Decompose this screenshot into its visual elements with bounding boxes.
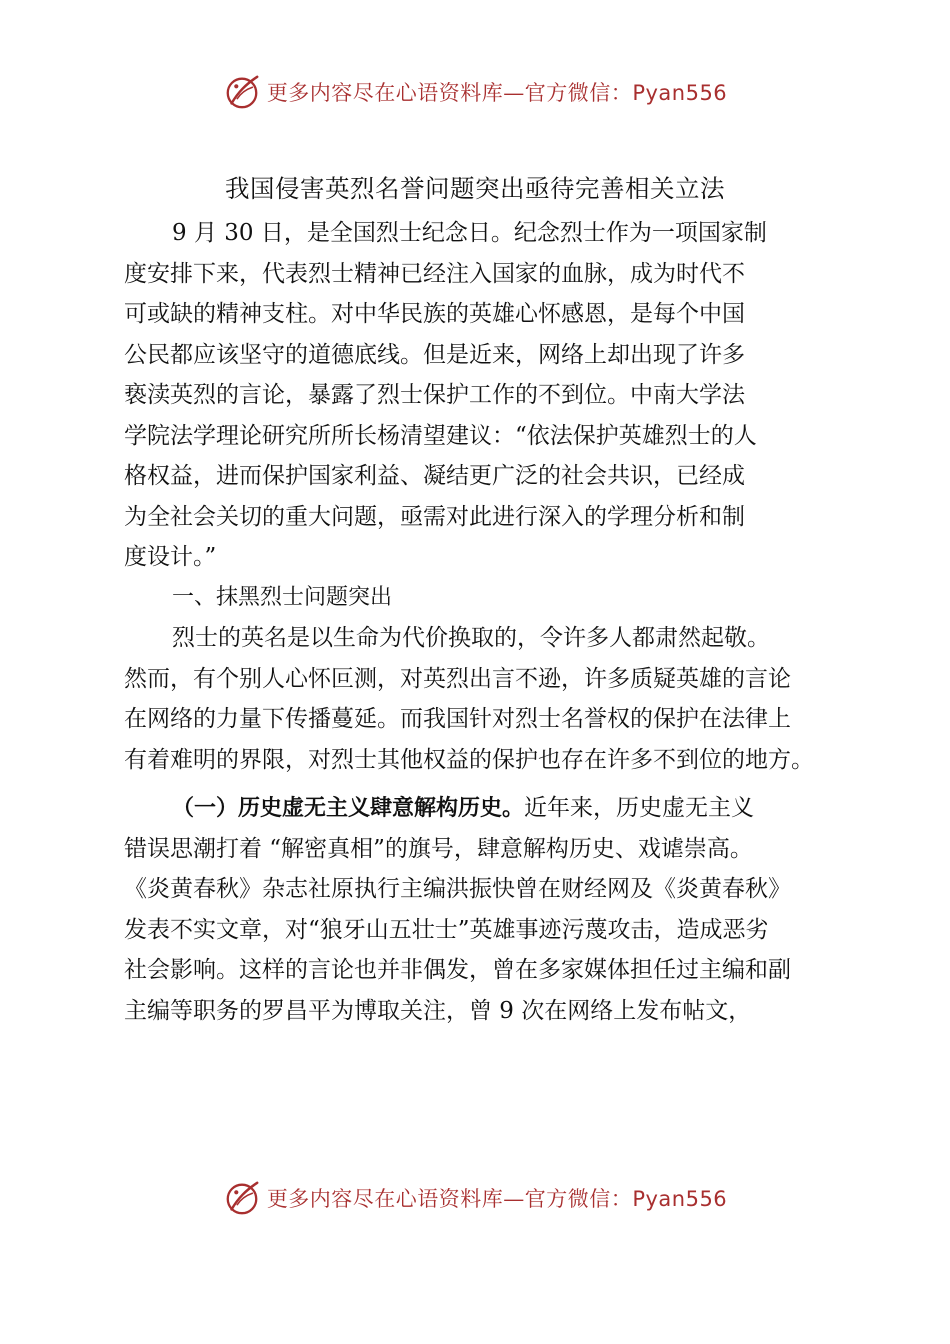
text-line: 可或缺的精神支柱。对中华民族的英雄心怀感恩，是每个中国: [124, 301, 745, 327]
banner-text: 更多内容尽在心语资料库—官方微信：Pyan556: [266, 1187, 728, 1211]
text-line: 烈士的英名是以生命为代价换取的，令许多人都肃然起敬。: [172, 625, 770, 651]
section-heading: 一、抹黑烈士问题突出: [172, 584, 393, 610]
text-run: 近年来，历史虚无主义: [524, 795, 755, 821]
text-line: 在网络的力量下传播蔓延。而我国针对烈士名誉权的保护在法律上: [124, 706, 791, 732]
text-line: 社会影响。这样的言论也并非偶发，曾在多家媒体担任过主编和副: [124, 957, 791, 983]
text-line: 主编等职务的罗昌平为博取关注，曾 9 次在网络上发布帖文，: [124, 997, 752, 1024]
banner-text: 更多内容尽在心语资料库—官方微信：Pyan556: [266, 81, 728, 105]
header-banner: [0, 70, 950, 114]
text-line: 为全社会关切的重大问题，亟需对此进行深入的学理分析和制: [124, 503, 745, 530]
text-line: 9 月 30 日，是全国烈士纪念日。纪念烈士作为一项国家制: [172, 220, 767, 246]
brand-logo-icon: [223, 1179, 261, 1217]
text-line: 发表不实文章，对“狼牙山五壮士”英雄事迹污蔑攻击，造成恶劣: [124, 916, 769, 943]
text-line: 然而，有个别人心怀叵测，对英烈出言不逊，许多质疑英雄的言论: [124, 665, 791, 692]
brand-logo-icon: [223, 73, 261, 111]
document-body: [124, 213, 840, 1031]
text-line: 学院法学理论研究所所长杨清望建议：“依法保护英雄烈士的人: [124, 422, 757, 449]
text-line: 度设计。”: [124, 544, 217, 570]
document-title: 我国侵害英烈名誉问题突出亟待完善相关立法: [225, 174, 725, 203]
paragraph-intro: [124, 213, 840, 578]
paragraph-section1: [124, 618, 840, 780]
text-line: [124, 788, 840, 829]
text-line: 度安排下来，代表烈士精神已经注入国家的血脉，成为时代不: [124, 260, 745, 287]
text-line: 有着难明的界限，对烈士其他权益的保护也存在许多不到位的地方。: [124, 746, 814, 773]
wechat-id: Pyan556: [632, 81, 728, 105]
paragraph-subsection1: [124, 788, 840, 1031]
text-line: 亵渎英烈的言论，暴露了烈士保护工作的不到位。中南大学法: [124, 382, 745, 408]
text-line: 格权益，进而保护国家利益、凝结更广泛的社会共识，已经成: [124, 463, 745, 489]
wechat-id: Pyan556: [632, 1187, 728, 1211]
footer-banner: [0, 1176, 950, 1220]
text-line: 错误思潮打着 “解密真相”的旗号，肆意解构历史、戏谑崇高。: [124, 835, 753, 862]
text-line: 公民都应该坚守的道德底线。但是近来，网络上却出现了许多: [124, 341, 745, 368]
text-line: 《炎黄春秋》杂志社原执行主编洪振快曾在财经网及《炎黄春秋》: [124, 876, 791, 902]
subsection-heading: （一）历史虚无主义肆意解构历史。: [172, 796, 525, 821]
